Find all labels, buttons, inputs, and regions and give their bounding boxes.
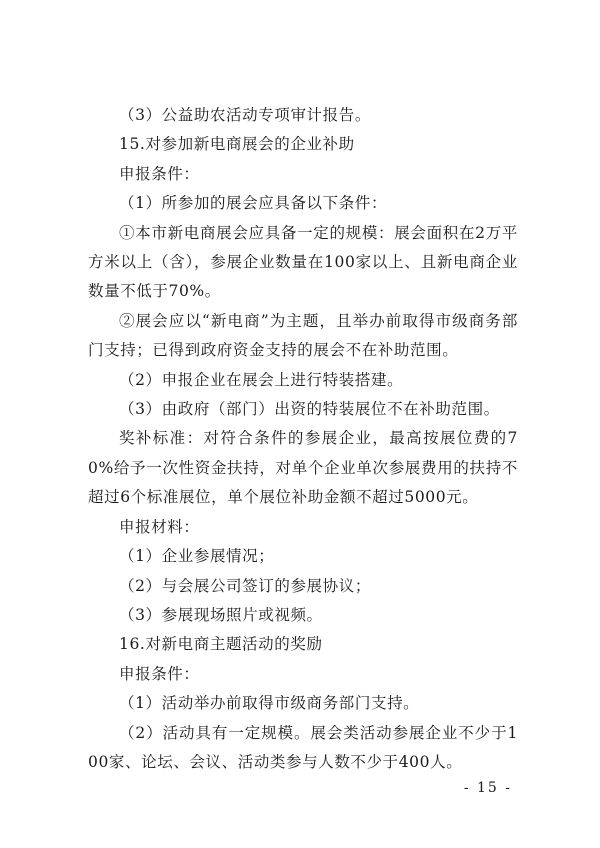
paragraph-condition-1: （1）所参加的展会应具备以下条件： <box>119 194 388 213</box>
section-heading-15: 15.对参加新电商展会的企业补助 <box>119 135 355 154</box>
paragraph-condition-1a: ①本市新电商展会应具备一定的规模：展会面积在2万平方米以上（含），参展企业数量在100家以上、且新电商企业数量不低于70%。 <box>88 223 518 301</box>
paragraph-material-1: （1）企业参展情况； <box>119 547 275 566</box>
page-number: - 15 - <box>463 780 512 796</box>
document-body <box>88 101 518 777</box>
paragraph-material-2: （2）与会展公司签订的参展协议； <box>119 576 371 595</box>
paragraph-activity-condition-1: （1）活动举办前取得市级商务部门支持。 <box>119 694 420 713</box>
paragraph-condition-2: （2）申报企业在展会上进行特装搭建。 <box>119 370 404 389</box>
paragraph-activity-condition-2: （2）活动具有一定规模。展会类活动参展企业不少于100家、论坛、会议、活动类参与人数不少于400人。 <box>88 723 518 771</box>
paragraph-material-3: （3）参展现场照片或视频。 <box>119 605 323 624</box>
section-heading-16: 16.对新电商主题活动的奖励 <box>119 635 323 654</box>
paragraph-conditions-label: 申报条件： <box>119 164 200 183</box>
paragraph-audit-report: （3）公益助农活动专项审计报告。 <box>119 106 371 124</box>
paragraph-materials-label: 申报材料： <box>119 517 200 536</box>
paragraph-subsidy-standard: 奖补标准：对符合条件的参展企业，最高按展位费的70%给予一次性资金扶持，对单个企业单次参展费用的扶持不超过6个标准展位，单个展位补助金额不超过5000元。 <box>88 429 518 507</box>
paragraph-condition-3: （3）由政府（部门）出资的特装展位不在补助范围。 <box>119 400 500 419</box>
paragraph-conditions-label-2: 申报条件： <box>119 664 200 683</box>
paragraph-condition-1b: ②展会应以“新电商”为主题，且举办前取得市级商务部门支持；已得到政府资金支持的展会不在补助范围。 <box>88 311 518 360</box>
